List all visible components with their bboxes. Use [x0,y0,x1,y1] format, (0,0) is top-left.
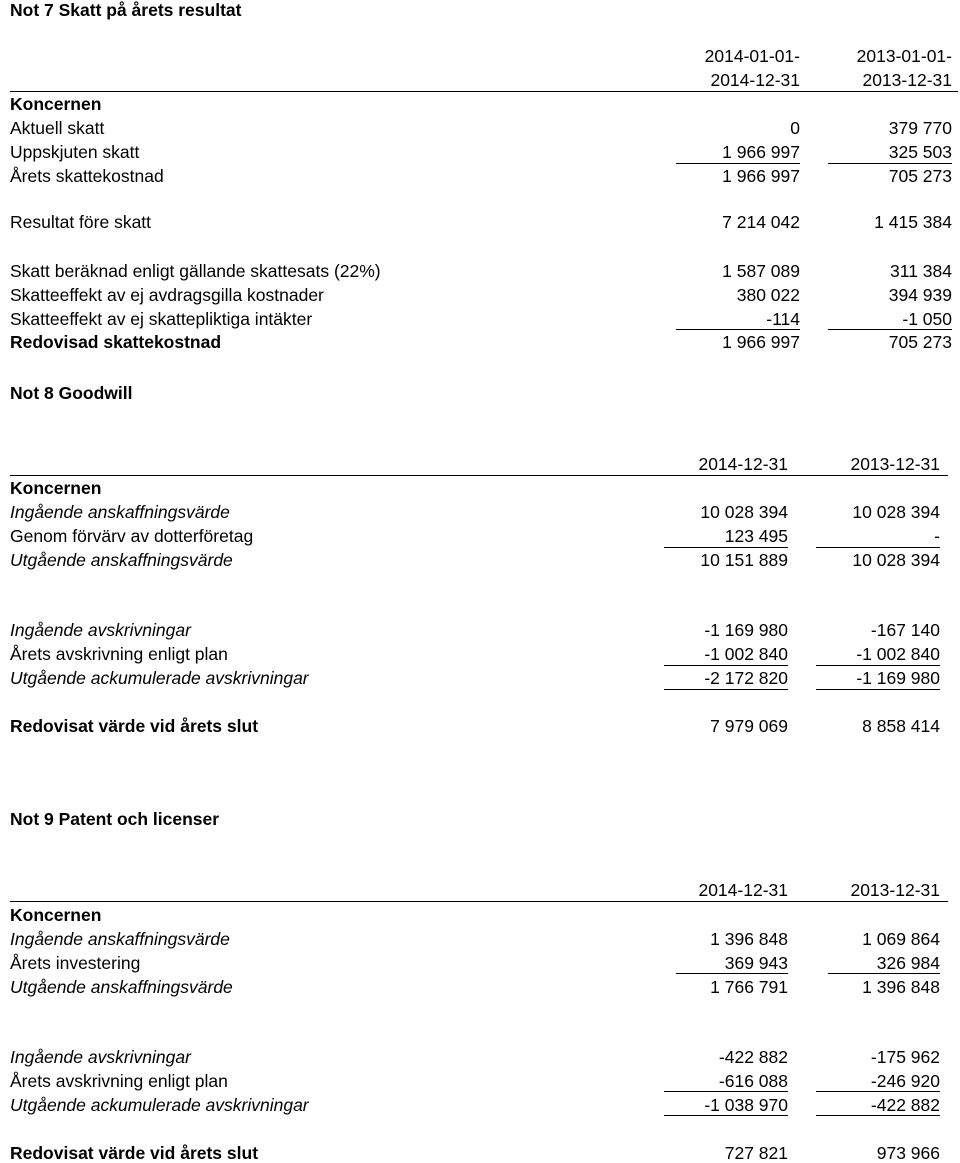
note8-row-v2: -1 169 980 [856,668,940,688]
note9-sum-rule [664,1091,788,1092]
note7-period1-start: 2014-01-01- [704,46,800,66]
note7-row-v1: 0 [790,118,800,138]
note8-row-v1: -2 172 820 [704,668,788,688]
note9-date2: 2013-12-31 [850,880,940,900]
note9-row-v2: 326 984 [876,953,940,973]
note8-row-v2: -1 002 840 [856,644,940,664]
note7-row-v2: 705 273 [888,166,952,186]
note9-sum-rule [828,973,940,974]
note8-date1: 2014-12-31 [698,454,788,474]
note8-sum-rule [664,547,788,548]
note9-row-label: Redovisat värde vid årets slut [10,1143,259,1163]
note8-date2: 2013-12-31 [850,454,940,474]
note8-row-label: Utgående ackumulerade avskrivningar [10,668,309,688]
note9-header-rule [10,901,948,902]
note8-row-v1: 123 495 [724,526,788,546]
note7-row-label: Skatteeffekt av ej skattepliktiga intäkter [10,309,313,329]
note7-row-label: Resultat före skatt [10,212,152,232]
note9-row-v2: 1 069 864 [862,929,940,949]
note9-group: Koncernen [10,905,102,925]
note9-sum-rule [676,973,788,974]
note7-sum-rule [676,163,800,164]
note9-row-v1: 727 821 [724,1143,788,1163]
note8-row-v1: -1 169 980 [704,620,788,640]
note7-row-v2: 311 384 [890,261,952,281]
note8-row-label: Genom förvärv av dotterföretag [10,526,254,546]
note7-row-v1: 1 587 089 [722,261,800,281]
note7-row-v1: -114 [766,309,800,329]
note8-row-label: Ingående anskaffningsvärde [10,502,230,522]
note7-header-rule [10,91,958,92]
note9-row-label: Utgående anskaffningsvärde [10,977,233,997]
note7-period1-end: 2014-12-31 [710,70,800,90]
note8-row-label: Ingående avskrivningar [10,620,191,640]
note8-row-v1: 10 028 394 [700,502,788,522]
note9-sum-rule [816,1091,940,1092]
note8-row-v2: 10 028 394 [852,502,940,522]
note7-row-v1: 380 022 [736,285,800,305]
note8-row-v1: 7 979 069 [710,716,788,736]
note8-sum-rule [664,665,788,666]
note8-row-v2: 10 028 394 [852,550,940,570]
note7-row-label: Årets skattekostnad [10,166,164,186]
note9-row-label: Årets avskrivning enligt plan [10,1071,228,1091]
note7-period2-start: 2013-01-01- [856,46,952,66]
note9-row-v1: 1 766 791 [710,977,788,997]
note7-row-label: Aktuell skatt [10,118,105,138]
note7-row-v1: 7 214 042 [722,212,800,232]
note9-title: Not 9 Patent och licenser [10,809,220,829]
note9-row-v1: -422 882 [718,1047,788,1067]
note9-row-v1: 369 943 [724,953,788,973]
note9-row-label: Ingående avskrivningar [10,1047,191,1067]
note7-row-label: Redovisad skattekostnad [10,332,222,352]
note7-period2-end: 2013-12-31 [862,70,952,90]
note7-row-v2: 379 770 [888,118,952,138]
note9-row-label: Utgående ackumulerade avskrivningar [10,1095,309,1115]
note8-title: Not 8 Goodwill [10,383,133,403]
note8-row-v2: - [934,526,940,546]
note7-row-v2: -1 050 [902,309,952,329]
note9-row-v1: -616 088 [718,1071,788,1091]
note9-sum-rule [664,1115,788,1116]
note7-row-v1: 1 966 997 [722,332,800,352]
note8-row-v2: -167 140 [870,620,940,640]
note7-title: Not 7 Skatt på årets resultat [10,0,242,20]
note8-sum-rule [664,689,788,690]
note8-sum-rule [816,689,940,690]
note8-row-label: Utgående anskaffningsvärde [10,550,233,570]
note9-row-v2: 1 396 848 [862,977,940,997]
note7-row-v2: 325 503 [888,142,952,162]
note7-group: Koncernen [10,94,102,114]
note7-row-v1: 1 966 997 [722,166,800,186]
note7-sum-rule [828,329,952,330]
note7-sum-rule [676,329,800,330]
note7-row-label: Uppskjuten skatt [10,142,140,162]
note9-row-v2: -422 882 [870,1095,940,1115]
note8-row-label: Redovisat värde vid årets slut [10,716,259,736]
note9-row-label: Ingående anskaffningsvärde [10,929,230,949]
note8-row-v2: 8 858 414 [862,716,940,736]
note8-group: Koncernen [10,478,102,498]
note9-row-label: Årets investering [10,953,141,973]
note9-date1: 2014-12-31 [698,880,788,900]
note7-row-v2: 394 939 [888,285,952,305]
note8-sum-rule [816,547,940,548]
note9-row-v2: -246 920 [870,1071,940,1091]
note9-row-v2: -175 962 [870,1047,940,1067]
note9-row-v2: 973 966 [876,1143,940,1163]
note7-row-label: Skatteeffekt av ej avdragsgilla kostnader [10,285,324,305]
note9-row-v1: -1 038 970 [704,1095,788,1115]
note8-row-v1: -1 002 840 [704,644,788,664]
note8-row-label: Årets avskrivning enligt plan [10,644,228,664]
note7-row-v2: 1 415 384 [874,212,952,232]
note7-row-label: Skatt beräknad enligt gällande skattesats (22%) [10,261,381,281]
note7-row-v1: 1 966 997 [722,142,800,162]
note8-sum-rule [816,665,940,666]
note7-sum-rule [828,163,952,164]
note9-sum-rule [816,1115,940,1116]
note8-row-v1: 10 151 889 [700,550,788,570]
note9-row-v1: 1 396 848 [710,929,788,949]
note8-header-rule [10,475,948,476]
note7-row-v2: 705 273 [888,332,952,352]
